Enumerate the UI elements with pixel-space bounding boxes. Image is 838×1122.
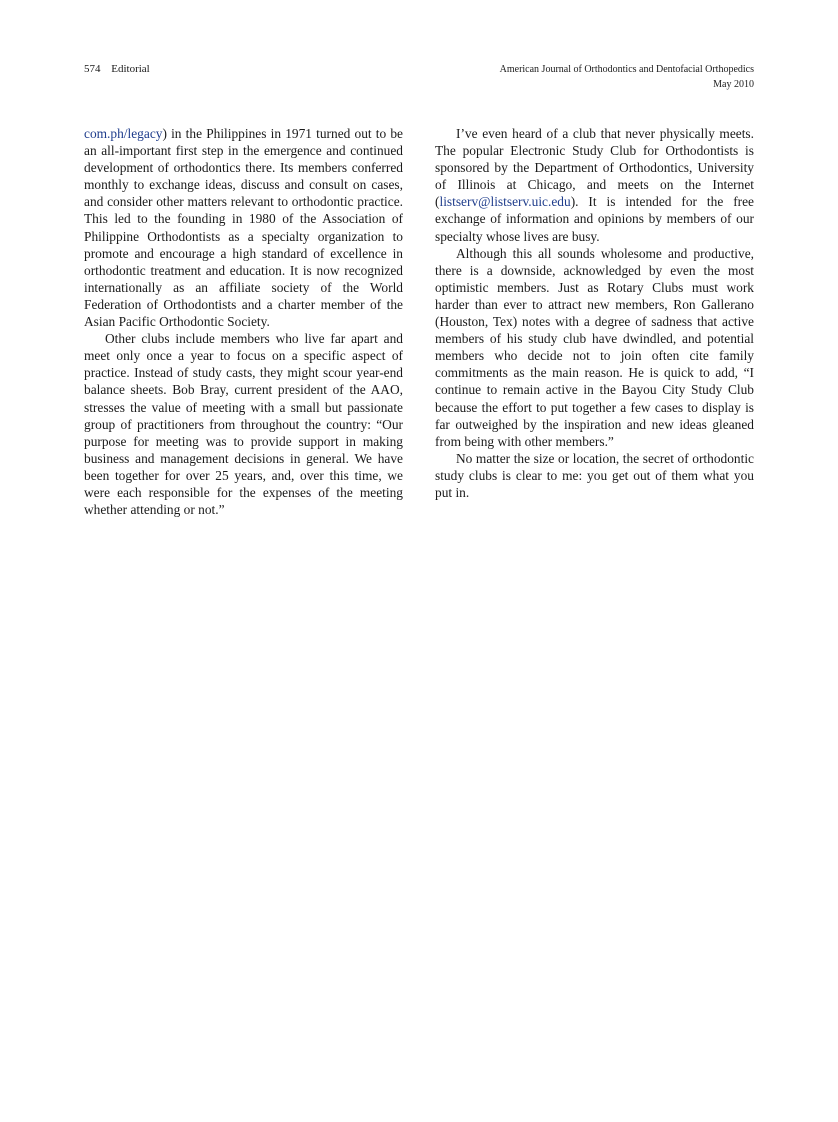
- paragraph-downside: [435, 245, 754, 450]
- section-label: Editorial: [111, 63, 150, 75]
- paragraph-text: No matter the size or location, the secret of orthodontic study clubs is clear to me: you get out of them what you put in.: [435, 450, 754, 500]
- paragraph-text: ) in the Philippines in 1971 turned out to be an all-important first step in the emergence and continued development of orthodontics there. Its members conferred monthly to exchange ideas, discuss and consult on cases, and consider other matters relevant to orthodontic practice. This led to the founding in 1980 of the Association of Philippine Orthodontists as a specialty organization to promote and encourage a high standard of excellence in orthodontic treatment and education. It is now recognized internationally as an affiliate society of the World Federation of Orthodontists and a charter member of the Asian Pacific Orthodontic Society.: [84, 126, 403, 330]
- paragraph-text: I’ve even heard of a club that never physically meets. The popular Electronic Study Club for Orthodontists is sponsored by the Department of Orthodontics, University of Illinois at Chicago, and meets on the Internet (: [435, 126, 754, 210]
- running-head-right: [500, 62, 754, 92]
- left-column: [84, 125, 403, 518]
- right-column: [435, 125, 754, 501]
- listserv-email-link[interactable]: listserv@listserv.uic.edu: [439, 194, 571, 210]
- paragraph-text: Although this all sounds wholesome and productive, there is a downside, acknowledged by even the most optimistic members. Just as Rotary Clubs must work harder than ever to attract new members, Ron Gallerano (Houston, Tex) notes with a degree of sadness that active members of his study club have dwindled, and potential members who decide not to join often cite family commitments as the main reason. He is quick to add, “I continue to remain active in the Bayou City Study Club because the effort to put together a few cases to display is far outweighed by the inspiration and new ideas gleaned from being with other members.”: [435, 245, 754, 449]
- paragraph-text: Other clubs include members who live far apart and meet only once a year to focus on a specific aspect of practice. Instead of study casts, they might scour year-end balance sheets. Bob Bray, current president of the AAO, stresses the value of meeting with a small but passionate group of practitioners from throughout the country: “Our purpose for meeting was to provide support in making business and management decisions in general. We have been together for over 25 years, and, over this time, we were each responsible for the expenses of the meeting whether attending or not.”: [84, 331, 403, 518]
- paragraph-conclusion: [435, 450, 754, 501]
- running-head-left: [84, 62, 150, 77]
- page-number: 574: [84, 63, 101, 75]
- paragraph-text: ). It is intended for the free exchange of information and opinions by members of our specialty whose lives are busy.: [435, 194, 754, 244]
- paragraph-electronic-club: [435, 125, 754, 245]
- paragraph-other-clubs: [84, 330, 403, 518]
- paragraph-philippines: [84, 125, 403, 330]
- journal-title: American Journal of Orthodontics and Dentofacial Orthopedics: [499, 64, 754, 75]
- issue-date: May 2010: [713, 79, 754, 90]
- legacy-url-link[interactable]: com.ph/legacy: [84, 126, 163, 141]
